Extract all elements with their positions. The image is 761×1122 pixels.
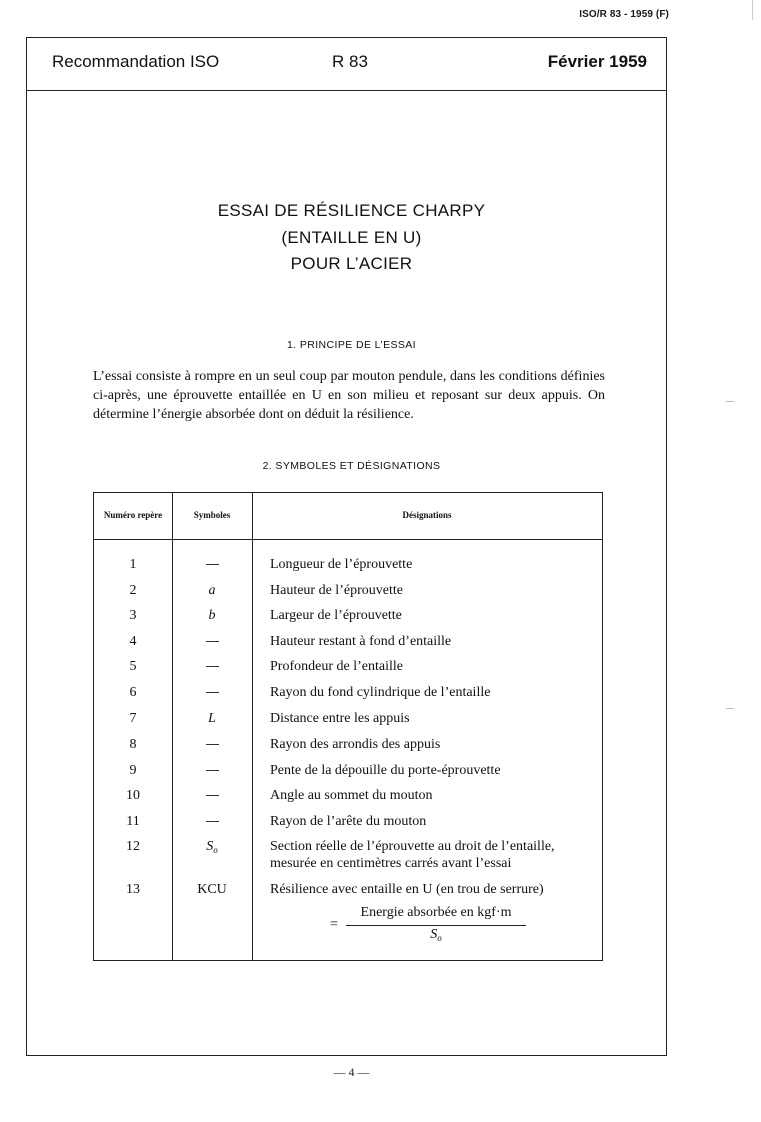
section-2-heading: 2. SYMBOLES ET DÉSIGNATIONS [262,460,441,472]
row-number: 3 [129,608,137,623]
header-row-divider [94,539,602,540]
row-symbol: b [208,608,216,623]
row-number: 1 [129,557,137,572]
row-number: 6 [129,685,137,700]
row-number: 4 [129,634,137,649]
row-designation: Résilience avec entaille en U (en trou de serrure) [270,882,544,897]
column-header-designation: Désignations [402,510,452,520]
header-standard-number: R 83 [332,52,368,71]
row-designation: Distance entre les appuis [270,711,410,726]
page-number: — 4 — [333,1065,370,1079]
row-designation: Hauteur restant à fond d’entaille [270,634,452,649]
formula-equals: = [330,917,338,932]
row-number: 2 [129,583,137,598]
row-designation: Rayon du fond cylindrique de l’entaille [270,685,491,700]
row-designation: Rayon des arrondis des appuis [270,737,441,752]
row-designation: Largeur de l’éprouvette [270,608,402,623]
section-1-paragraph: L’essai consiste à rompre en un seul coup par mouton pendule, dans les conditions définies ci-après, une éprouvette entaillée en U en son milieu et reposant sur deux appuis. On détermine l’énergie absorbée dont on déduit la résilience. [93,369,605,422]
formula-denominator [346,927,526,943]
row-symbol: L [208,711,216,726]
scan-edge-mark [726,401,734,402]
row-number: 10 [126,788,140,803]
row-number: 9 [129,763,137,778]
row-symbol-dash [172,736,252,753]
row-symbol-dash [172,633,252,650]
row-designation: Profondeur de l’entaille [270,659,403,674]
column-header-symbol: Symboles [193,510,231,520]
row-symbol-dash [172,684,252,701]
header-date: Février 1959 [547,52,647,71]
row-designation: Rayon de l’arête du mouton [270,814,427,829]
symbols-table [93,492,603,961]
section-1-heading: 1. PRINCIPE DE L’ESSAI [286,339,416,351]
fraction-bar [346,925,526,926]
header-divider [26,90,667,91]
column-divider [252,493,253,960]
document-reference: ISO/R 83 - 1959 (F) [579,9,669,20]
row-number: 8 [129,737,137,752]
row-symbol: a [208,583,216,598]
row-number: 13 [126,882,140,897]
row-symbol [172,838,252,859]
row-symbol-dash [172,813,252,830]
header-recommendation: Recommandation ISO [52,52,220,71]
row-number: 12 [126,839,140,854]
row-number: 5 [129,659,137,674]
column-header-number: Numéro repère [103,510,163,520]
scan-edge-mark [726,708,734,709]
row-designation: Longueur de l’éprouvette [270,557,413,572]
row-symbol-dash [172,762,252,779]
designation-line-2: mesurée en centimètres carrés avant l’essai [270,856,512,871]
title-line-2: (ENTAILLE EN U) [281,228,422,247]
row-designation: Hauteur de l’éprouvette [270,583,403,598]
symbol-subscript: o [213,845,218,855]
formula-numerator: Energie absorbée en kgf·m [360,905,512,920]
denominator-main: S [430,927,438,942]
denominator-subscript: o [437,933,442,943]
scan-edge-line [752,0,753,20]
row-designation [270,838,604,872]
resilience-formula [330,905,530,945]
row-number: 11 [126,814,140,829]
row-symbol-dash [172,658,252,675]
title-line-3: POUR L’ACIER [290,254,413,273]
row-symbol: KCU [197,882,227,897]
row-symbol-dash [172,787,252,804]
row-designation: Pente de la dépouille du porte-éprouvette [270,763,501,778]
row-symbol-dash [172,556,252,573]
row-number: 7 [129,711,137,726]
designation-line-1: Section réelle de l’éprouvette au droit de l’entaille, [270,839,555,854]
title-line-1: ESSAI DE RÉSILIENCE CHARPY [217,201,486,220]
row-designation: Angle au sommet du mouton [270,788,433,803]
symbol-main: S [206,839,214,854]
